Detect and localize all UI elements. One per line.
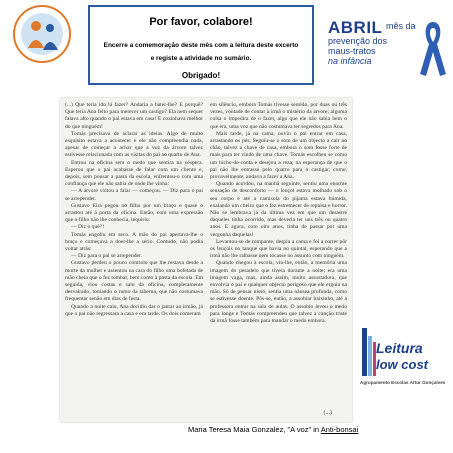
awareness-ribbon-icon (416, 18, 450, 78)
abril-line-2: prevenção dos (328, 36, 388, 46)
logo-subtitle: Agrupamento Escolas Artur Gonçalves (360, 380, 446, 385)
abril-line-4: na infância (328, 56, 372, 66)
excerpt-paragraph: — Diz para o pai se arrepender. (71, 253, 142, 260)
excerpt-paragraph: Tomás engoliu em seco. A mão do pai apertava-lhe o braço e começava a doer-lhe a sério. Contudo, não podia voltar atrás: (65, 231, 203, 253)
logo-bar (368, 336, 372, 376)
header-instruction-line-2: e registe a atividade no sumário. (150, 55, 252, 62)
leitura-low-cost-logo (356, 328, 450, 400)
header-instruction-line-1: Encerre a comemoração deste mês com a leitura deste excerto (103, 42, 299, 49)
abril-campaign-banner (328, 18, 450, 88)
excerpt-end-mark: (...) (323, 410, 332, 416)
excerpt-paragraph: — A árvore voltou a falar — começou. — Diz para o pai se arrepender. (65, 188, 203, 202)
book-page-excerpt (60, 98, 352, 422)
excerpt-paragraph: Tomás precisava de aclarar as ideias. Algo de muito esquisito estava a acontecer e ele não compreendia nada, apesar de começar a achar que a voz da árvore talvez estivesse relacionada com as visitas do pai ao quarto de Ana. (65, 130, 203, 159)
excerpt-paragraph: Quando chegou à escola, viu-lhe, então, a memória uma imagem do pesadelo que tivera durante a noite; era uma imagem vaga, mas, ainda assim, muito assustadora, que envolvia o pai e qualquer objecto perigoso que ele erguia na mão. Só de pensar nisso, sentia uma náusea profunda, como se estivesse doente. Pôs-se, então, a assobiar baixinho, até a professora entrar na sala de aulas. O assobio levou o medo para longe e Tomás compreendeu que talvez a canção triste da irmã fosse também para mandar o medo embora. (210, 260, 347, 325)
school-logo (8, 4, 76, 66)
citation-source: Anti-bonsai (320, 425, 359, 434)
excerpt-paragraph: Entrou na oficina sem o medo que sentira na véspera. Esperou que o pai acabasse de falar com um cliente e, depois, sem pousar a pasta da escola, enfrentou-o com uma confiança que ele não sabia de onde lhe vinha: (65, 159, 203, 188)
excerpt-paragraph: Levantou-se de rompante, despiu a cama e foi a correr pôr os lençóis no tanque que havia no quintal, esperando que a irmã não lhe ralhasse nem tocasse no assunto com ninguém. (210, 238, 347, 260)
instruction-box (88, 5, 314, 85)
abril-word: ABRIL (328, 18, 383, 37)
excerpt-paragraph: Gustavo Eira pegou no filho por um braço e quase o arrastou até à porta da oficina. Então, com uma expressão que o filho não lhe conhecia, inquiriu: (65, 202, 203, 224)
excerpt-paragraph: Mais tarde, já na cama, ouviu o pai entrar em casa, arrastando os pés. Seguiu-se o som de um objecto a cair no chão, talvez a chave de casa, embora o som fosse forte de mais para ter vindo de uma chave. Tomás escolheu se como um bicho-de-conta e desejou a reza; na esperança de que o pai não lhe entrasse pelo quarto para o castigar, como, provavelmente, andava a fazer a Ana. (210, 130, 347, 181)
excerpt-right-column (210, 102, 347, 325)
header-title: Por favor, colabore! (149, 16, 253, 28)
logo-bar (362, 328, 367, 376)
excerpt-paragraph: — Diz o quê?! (71, 224, 105, 231)
excerpt-left-column (65, 102, 203, 318)
excerpt-paragraph: Quando a noite caiu, Ana decidiu dar o jantar ao irmão, já que o pai não regressara a casa e era tarde. Os dois comeram (65, 303, 203, 317)
excerpt-paragraph: Quando acordou, na manhã seguinte, sentiu uma enorme sensação de desconforto — o lençol estava molhado sob o seu corpo e até a camisola do pijama estava húmida, exalando um cheiro que o fez estremecer de repulsa e horror. Não se lembrava já da última vez em que um desastre daqueles tinha ocorrido, mas deveria ter uns três ou quatro anos. E agora, com oito anos, tinha de passar por uma vergonha daquelas! (210, 181, 347, 238)
logo-word-low-cost: low cost (376, 357, 429, 372)
excerpt-paragraph: Gustavo perdeu o pouco controlo que lhe restava desde a morte da mulher e assentou na cara do filho uma bofetada de mão cheia que o fez tombar, bem como à pasta da escola. Em seguida, viou costas e saiu da oficina, completamente desvairado, tomando o rumo da taberna, que não costumava frequentar senão em dias de festa. (65, 260, 203, 303)
logo-word-leitura: Leitura (376, 340, 423, 356)
abril-line-3: maus-tratos (328, 46, 376, 56)
citation-author: Maria Teresa Maia Gonzalez, "A voz" in (188, 425, 321, 434)
excerpt-paragraph: em silêncio, embora Tomás tivesse sentido, por duas ou três vezes, vontade de contar à irmã o mistério da árvore; alguma coisa o impedira de o fazer, algo que ele não sabia bem o que era, uma voz que não costumava ter segredos para Ana. (210, 102, 347, 130)
abril-mes: mês da (386, 21, 416, 31)
header-thanks: Obrigado! (181, 71, 221, 80)
excerpt-paragraph: (...) Que teria ido lá fazer? Andaria a bater-lhe? E porquê? Que teria Ana feito para merecer um castigo? Ela nem sequer falava alto quando o pai estava em casa! E cozinhava melhor do que ninguém! (65, 102, 203, 130)
citation (188, 425, 358, 434)
